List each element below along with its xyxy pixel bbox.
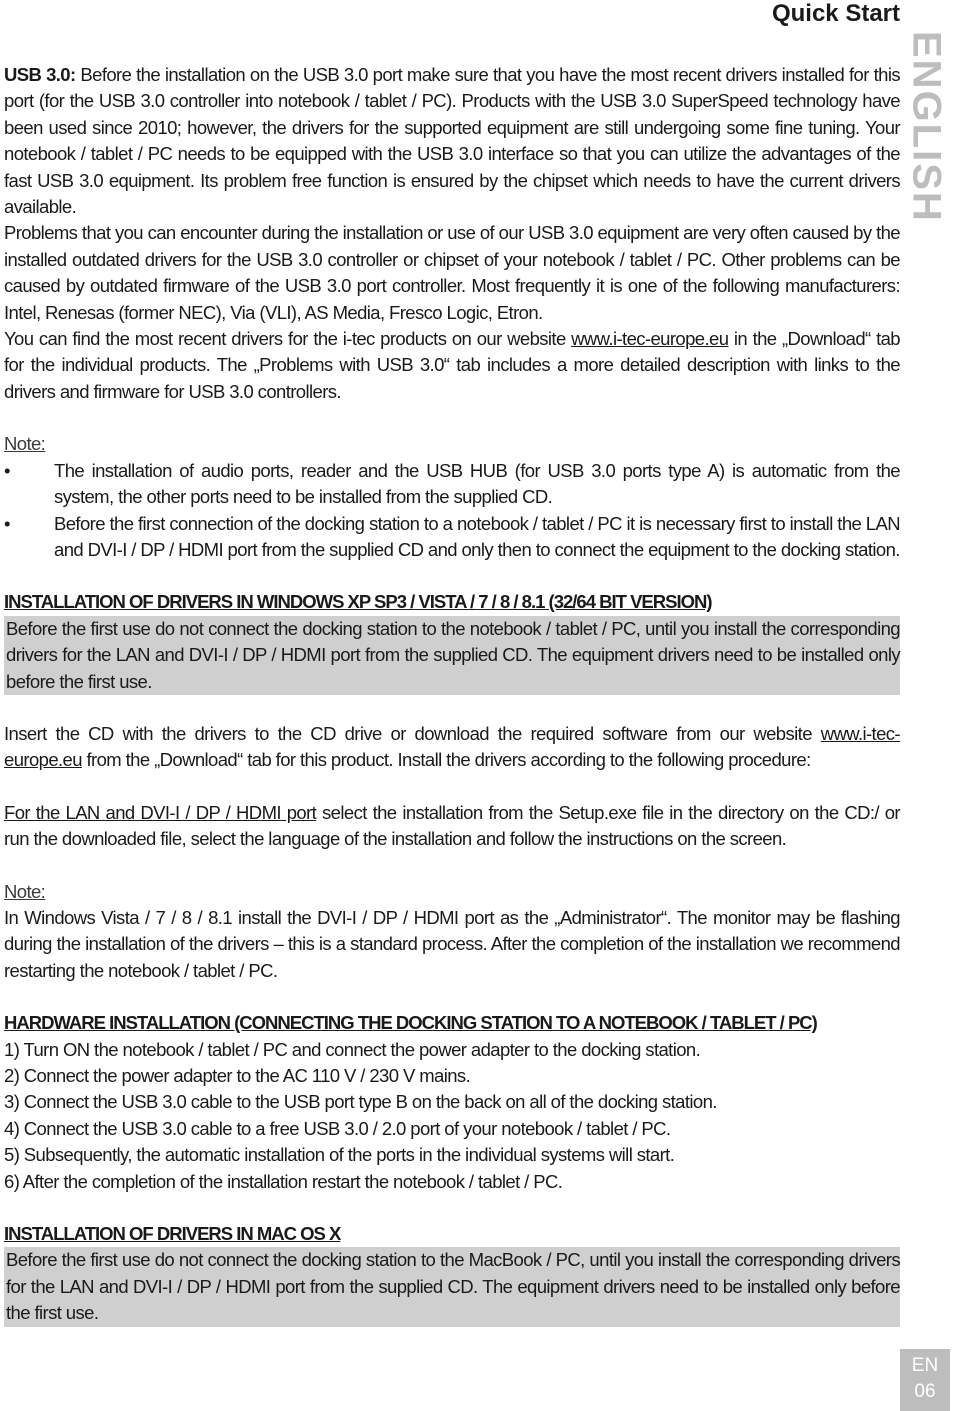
hardware-section-title: HARDWARE INSTALLATION (CONNECTING THE DOCKING STATION TO A NOTEBOOK / TABLET / PC)	[4, 1012, 817, 1034]
bullet-icon: •	[4, 459, 10, 481]
windows-section-title: INSTALLATION OF DRIVERS IN WINDOWS XP SP3 / VISTA / 7 / 8 / 8.1 (32/64 BIT VERSION)	[4, 591, 712, 613]
mac-section-title: INSTALLATION OF DRIVERS IN MAC OS X	[4, 1223, 341, 1245]
intro-paragraph-1: USB 3.0: Before the installation on the USB 3.0 port make sure that you have the most recent drivers installed for this port (for the USB 3.0 controller into notebook / tablet / PC). Products with the USB 3.0 SuperSpeed technology have been used since 2010; however, the drivers for the supported equipment are still undergoing some fine tuning. Your notebook / tablet / PC needs to be equipped with the USB 3.0 interface so that you can utilize the advantages of the fast USB 3.0 equipment. Its problem free function is ensured by the chipset which needs to have the current drivers available.	[4, 64, 900, 218]
note-1-label: Note:	[4, 433, 46, 455]
usb-label: USB 3.0:	[4, 64, 76, 85]
note-1-list	[4, 458, 900, 564]
document-body	[4, 62, 900, 1327]
note-2-text: In Windows Vista / 7 / 8 / 8.1 install the DVI-I / DP / HDMI port as the „Administrator“. The monitor may be flashing during the installation of the drivers – this is a standard process. After the completion of the installation we recommend restarting the notebook / tablet / PC.	[4, 906, 900, 981]
website-link[interactable]: www.i-tec-europe.eu	[4, 722, 900, 771]
hardware-step: 2) Connect the power adapter to the AC 110 V / 230 V mains.	[4, 1065, 471, 1086]
hardware-step: 5) Subsequently, the automatic installation of the ports in the individual systems will start.	[4, 1144, 675, 1166]
hardware-step: 1) Turn ON the notebook / tablet / PC and connect the power adapter to the docking station.	[4, 1038, 701, 1060]
bullet-icon: •	[4, 512, 10, 534]
intro-paragraph-3: You can find the most recent drivers for the i-tec products on our website www.i-tec-europe.eu in the „Download“ tab for the individual products. The „Problems with USB 3.0“ tab includes a more detailed description with links to the drivers and firmware for USB 3.0 controllers.	[4, 328, 900, 402]
hardware-step: 6) After the completion of the installation restart the notebook / tablet / PC.	[4, 1170, 563, 1192]
language-side-tab	[904, 31, 949, 223]
lan-install-paragraph: For the LAN and DVI-I / DP / HDMI port select the installation from the Setup.exe file in the directory on the CD:/ or run the downloaded file, select the language of the installation and follow the instructions on the screen.	[4, 801, 900, 850]
windows-warning-box: Before the first use do not connect the docking station to the notebook / tablet / PC, until you install the corresponding drivers for the LAN and DVI-I / DP / HDMI port from the supplied CD. The equipment drivers need to be installed only before the first use.	[4, 616, 900, 695]
hardware-steps-list	[4, 1037, 900, 1195]
page-header-title: Quick Start	[771, 0, 900, 27]
website-link[interactable]: www.i-tec-europe.eu	[571, 328, 729, 350]
language-side-tab-label: ENGLISH	[904, 31, 949, 223]
hardware-step: 3) Connect the USB 3.0 cable to the USB port type B on the back on all of the docking station.	[4, 1091, 717, 1113]
lan-install-label: For the LAN and DVI-I / DP / HDMI port	[4, 801, 317, 823]
insert-cd-paragraph: Insert the CD with the drivers to the CD drive or download the required software from our website www.i-tec-europe.eu from the „Download“ tab for this product. Install the drivers according to the following procedure:	[4, 722, 900, 771]
page-footer-tab	[900, 1349, 950, 1411]
intro-paragraph-2: Problems that you can encounter during the installation or use of our USB 3.0 equipment are very often caused by the installed outdated drivers for the USB 3.0 controller or chipset of your notebook / tablet / PC. Other problems can be caused by outdated firmware of the USB 3.0 port controller. Most frequently it is one of the following manufacturers: Intel, Renesas (former NEC), Via (VLI), AS Media, Fresco Logic, Etron.	[4, 222, 900, 323]
footer-language: EN	[911, 1355, 939, 1376]
note-2-label: Note:	[4, 880, 46, 902]
note-1-item: • Before the first connection of the docking station to a notebook / tablet / PC it is necessary first to install the LAN and DVI-I / DP / HDMI port from the supplied CD and only then to connect the equipment to the docking station.	[4, 512, 900, 560]
mac-warning-box: Before the first use do not connect the docking station to the MacBook / PC, until you install the corresponding drivers for the LAN and DVI-I / DP / HDMI port from the supplied CD. The equipment drivers need to be installed only before the first use.	[4, 1247, 900, 1326]
note-1-item: • The installation of audio ports, reader and the USB HUB (for USB 3.0 ports type A) is automatic from the system, the other ports need to be installed from the supplied CD.	[4, 459, 900, 508]
hardware-step: 4) Connect the USB 3.0 cable to a free USB 3.0 / 2.0 port of your notebook / tablet / PC.	[4, 1117, 671, 1139]
page-number: 06	[914, 1381, 936, 1402]
